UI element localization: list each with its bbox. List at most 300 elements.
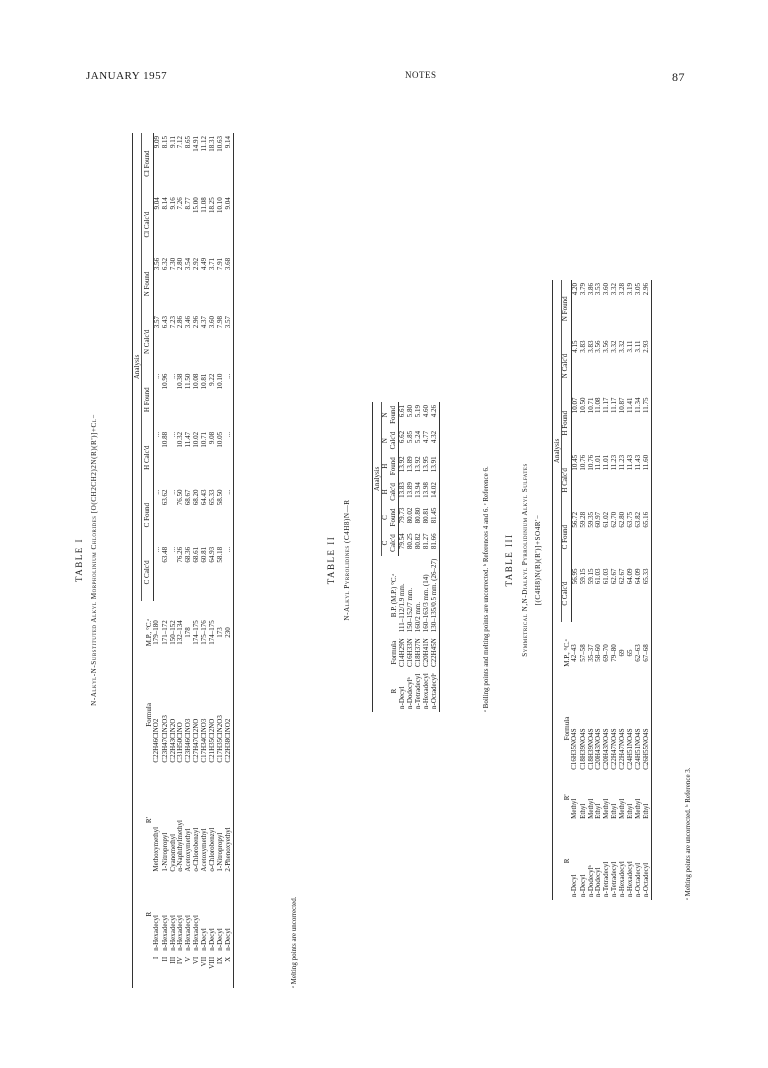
t2-col-n-calc: N Calc'd [382,428,399,454]
table-cell: 59.15 [586,568,595,585]
t2-col-formula: Formula [373,635,399,670]
table-cell: 18.31 [208,136,217,152]
table-cell: C22H47NO4S [618,728,627,770]
table-cell: 3.32 [618,340,627,353]
table-cell: 10.63 [215,136,224,152]
table-cell: 3.19 [626,283,635,296]
table-cell: ... [168,373,177,379]
table-cell: 9.14 [225,133,233,194]
t3-col-c-found: C Found [562,509,571,566]
table-cell: ... [168,489,177,495]
table-cell: 150–152/7 mm. [405,587,414,633]
table-cell: 3.46 [184,316,193,329]
table-row [643,280,651,900]
table-cell: 8.65 [184,136,193,149]
table-cell: n-Tetradecyl [413,673,422,709]
t1-col-analysis: Analysis [133,133,142,601]
table-cell: 3.71 [208,257,217,271]
table-cell: Ethyl [578,803,587,819]
table-cell: 65 [626,649,635,657]
table-cell: Acetoxymethyl [184,828,193,872]
table-cell: Ethyl [610,803,619,819]
table-cell: n-Decyl [215,928,224,951]
table-cell: 68.36 [184,546,193,563]
table-cell: n-Hexadecyl [168,915,177,951]
table-cell: C21H35Cl2NO [208,718,217,763]
table-cell: 63.62 [160,489,169,506]
table-cell: n-Hexadecyl [626,861,635,897]
table1-footnote: ᵃ Melting points are uncorrected. [290,896,298,988]
table-cell: ... [152,489,161,495]
t3-col-c-calc: C Calc'd [562,566,571,622]
table-cell: 64.43 [200,489,209,506]
table-cell: 11.43 [626,454,635,471]
table-cell: o-Chlorobenzyl [208,827,217,872]
table-cell: 59.28 [578,511,587,528]
table-cell: 10.71 [200,431,209,448]
table1-body [153,133,233,988]
table-cell: 4.77 [421,430,430,444]
table-cell: 65.16 [643,509,651,566]
table-cell: 6.32 [160,257,169,271]
table-cell: 68.61 [192,546,201,563]
table-cell: 79.73 [398,507,407,524]
table-cell: 18.25 [208,197,217,214]
t2-col-c-calc: C Calc'd [382,530,399,555]
table-cell: 7.12 [176,136,185,149]
table-cell: 3.60 [208,316,217,329]
table-cell: ... [152,373,161,379]
table-cell: ... [225,486,233,543]
table-cell: 11.43 [633,454,642,471]
table-cell: 174–175 [192,620,201,645]
table-cell: 13.95 [421,456,430,473]
table-cell: n-Dodecylᵇ [586,865,595,897]
table-cell: 4.20 [570,283,579,296]
table-cell: Ethyl [594,803,603,819]
table-cell: 4.32 [431,428,439,454]
table-cell: n-Decyl [225,875,233,954]
table-cell: 80.02 [405,507,414,524]
table-cell: 10.88 [160,431,169,448]
table-cell: 81.27 [421,533,430,550]
table-cell: IX [215,956,224,965]
table-cell: 80.82 [413,533,422,550]
table-cell: n-Hexadecyl [152,915,161,951]
table-cell: 10.71 [586,397,595,414]
table-cell: 174–175 [208,620,217,645]
table-cell: 3.54 [184,257,193,271]
table-cell: 63.82 [633,511,642,528]
table-cell: 5.24 [413,430,422,444]
table-cell: 10.08 [192,373,201,390]
t3-col-h-found: H Found [562,394,571,451]
table-cell: 3.57 [152,316,161,329]
table-cell: 4.60 [421,405,430,418]
table-cell: 9.04 [225,194,233,255]
t1-col-mp: M.P., °C.ᵃ [133,601,154,664]
table-cell: 111–112/1.9 mm. [397,583,406,633]
t1-col-r: R [133,875,154,954]
table-cell: 11.23 [610,454,619,471]
table-cell: 65.33 [643,566,651,622]
table-cell: C22H38ClNO2 [225,664,233,765]
table-cell: 79–80 [610,644,619,662]
table3-footnote: ᵃ Melting points are uncorrected. ᵇ Reference 3. [684,767,692,900]
table-cell: X [225,954,233,988]
table-cell: 11.34 [633,397,642,413]
table-row [225,133,233,988]
table-cell: n-Dodecylᵇ [405,677,414,709]
table-cell: 11.23 [618,454,627,471]
table-cell: ... [225,544,233,601]
table1-title: N-Alkyl-N-Substituted Alkyl Morpholinium Chlorides [O(CH2CH2)2N(R)(R')]+Cl− [90,414,98,706]
t3-col-n-found: N Found [562,280,571,338]
table-cell: 7.91 [215,257,224,271]
table-cell: 10.76 [578,454,587,471]
table-cell: 8.77 [184,197,193,210]
table3-label: TABLE III [504,533,514,587]
table-cell: 7.98 [215,316,224,329]
table-cell: 62.67 [618,568,627,585]
table-cell: IV [176,956,185,965]
table-cell: 58.50 [215,489,224,506]
t3-col-h-calc: H Calc'd [562,452,571,509]
table-cell: n-Tetradecyl [602,861,611,897]
table-cell: 179–180 [152,620,161,645]
t1-col-n-calc: N Calc'd [144,313,153,371]
table-cell: 10.81 [200,373,209,390]
table-cell: 10.45 [570,454,579,471]
table-cell: 14.02 [431,479,439,505]
table-cell: 6.43 [160,316,169,329]
table-cell: 9.16 [168,197,177,210]
table-cell: 10.07 [570,397,579,414]
table-cell: 10.05 [215,431,224,448]
t2-col-h-found: H Found [382,453,399,479]
table-cell: C20H43NO4S [594,728,603,770]
table-cell: 10.10 [215,373,224,390]
table-cell: 3.53 [594,283,603,296]
table-cell: 69–70 [602,644,611,662]
table-cell: 230 [225,601,233,664]
table-cell: 10.76 [586,454,595,471]
table-cell: 11.50 [184,373,193,390]
table-cell: 1-Nitropropyl [160,832,169,872]
table-cell: C31H50ClNO [176,722,185,763]
table-cell: 13.89 [405,456,414,473]
table-cell: 4.26 [431,402,439,428]
t1-col-c-found: C Found [144,486,153,543]
table2-title: N-Alkyl Pyrrolidines (C4H8)N—R [343,499,351,621]
table-cell: 3.83 [578,340,587,353]
table-cell: 173 [215,627,224,638]
table-cell: o-Chlorobenzyl [192,827,201,872]
table-cell: 65.33 [208,489,217,506]
table-cell: 10.32 [176,431,185,448]
table-cell: ... [168,431,177,438]
table-cell: 79.54 [398,533,407,550]
table-cell: 5.85 [405,430,414,444]
table-cell: n-Hexadecyl [160,915,169,951]
table3 [552,280,652,900]
table-cell: V [184,956,193,962]
t1-col-cl-found: Cl Found [144,133,153,194]
table-cell: Methyl [586,798,595,819]
table-cell: 81.45 [431,505,439,531]
table-cell: 13.89 [405,482,414,498]
table-cell: 3.32 [610,340,619,353]
table-cell: 81.66 [431,530,439,555]
t1-col-rp: R' [133,766,154,875]
table-cell: C16H33N [405,638,414,667]
table-cell: C27H47Cl2NO [192,718,201,763]
t1-col-c-calc: C Calc'd [144,544,153,601]
table-cell: 3.56 [594,340,603,353]
table-cell: 58–60 [594,644,603,662]
table-cell: n-Octadecyl [643,822,651,900]
table-cell: 11.75 [643,394,651,451]
t3-col-rp: R' [553,773,572,822]
table-cell: 13.94 [413,482,422,498]
table-cell: 5.19 [413,405,422,418]
table-cell: ... [152,431,161,438]
table-cell: C18H39NO4S [578,728,587,770]
table-cell: 13.92 [398,456,407,473]
table-cell: C14H29N [397,638,406,667]
t1-col-h-found: H Found [144,371,153,429]
table-cell: n-Hexadecyl [618,861,627,897]
table-cell: 132–134 [176,620,185,645]
table-cell: III [168,956,177,964]
table-cell: 7.26 [176,197,185,210]
table-cell: 64.93 [208,546,217,563]
table-cell: 3.28 [618,283,627,296]
t3-col-n-calc: N Calc'd [562,338,571,395]
table-cell: 13.91 [431,453,439,479]
table-cell: 64.09 [633,568,642,585]
table-cell: 2-Phenoxyethyl [225,766,233,875]
table-cell: C26H55NO4S [643,684,651,772]
table-cell: 4.49 [200,257,209,271]
table-cell: n-Octadecyl [633,862,642,897]
table-cell: ... [225,371,233,429]
table-cell: 9.11 [168,136,177,148]
table-cell: I [152,956,161,960]
table-cell: C17H35ClN2O3 [215,715,224,763]
table-cell: n-Hexadecyl [421,673,430,709]
table-cell: 6.61 [398,405,407,418]
table-cell: 171–172 [160,620,169,645]
table-cell: 80.81 [421,507,430,524]
table-cell: 130–135/0.5 mm. (26–27) [431,556,439,636]
table-cell: 58.18 [215,546,224,563]
table-cell: 13.92 [413,456,422,473]
table-cell: 2.96 [192,316,201,329]
t3-col-r: R [553,822,572,900]
table-cell: 11.47 [184,431,193,448]
table-cell: n-Hexadecyl [184,915,193,951]
table-cell: 59.35 [586,511,595,528]
table-cell: 3.86 [586,283,595,296]
table-cell: 10.50 [578,397,587,414]
table-cell: 3.68 [225,255,233,313]
table-cell: 11.17 [610,397,619,413]
table3-body [571,280,651,900]
table-cell: Methyl [618,798,627,819]
table-cell: 64.09 [626,568,635,585]
table1-label: TABLE I [74,537,84,583]
table-cell: 11.08 [200,197,209,213]
table2-footnote: ᵃ Boiling points and melting points are uncorrected. ᵇ References 4 and 6. ᶜ Reference 6. [482,466,490,712]
table-cell: 56.72 [570,511,579,528]
table-cell: 2.92 [192,257,201,271]
table-cell: Ethyl [643,773,651,822]
table-cell: 2.93 [643,338,651,395]
table-cell: 68.20 [192,489,201,506]
table-cell: C23H47ClN2O3 [160,715,169,763]
table-cell: C23H46ClNO3 [184,718,193,763]
table-cell: n-Tetradecyl [610,861,619,897]
table-cell: 61.03 [594,568,603,585]
table-cell: 3.32 [610,283,619,296]
table-cell: 14.91 [192,136,201,152]
t1-col-num [133,954,154,988]
table-cell: n-Decyl [208,928,217,951]
t2-col-n-found: N Found [382,402,399,428]
table-cell: 1-Nitropropyl [215,832,224,872]
table-cell: C20H43NO4S [602,728,611,770]
table-cell: 62.70 [610,511,619,528]
table-cell: 11.12 [200,136,209,152]
table-cell: 63.75 [626,511,635,528]
table-cell: Methyl [602,798,611,819]
table2-body [399,402,440,712]
table2-label: TABLE II [326,535,336,585]
table-cell: 3.83 [586,340,595,353]
table3-title-line2: [(C4H8)N(R)(R')]+SO4R'− [534,514,542,606]
table-cell: 76.50 [176,489,185,506]
table-cell: n-Decyl [200,928,209,951]
table-cell: 61.03 [602,568,611,585]
table-cell: 9.08 [208,431,217,445]
table-cell: n-Hexadecyl [176,915,185,951]
t2-col-analysis: Analysis [373,402,382,556]
table3-title-line1: Symmetrical N,N-Dialkyl Pyrrolidinium Alkyl Sulfates [521,463,529,657]
table-cell: C24H51NO4S [633,728,642,770]
table-cell: 3.56 [602,340,611,353]
table-cell: 68.67 [184,489,193,506]
table-cell: 11.41 [626,397,635,413]
table-cell: 8.14 [160,197,169,210]
table-cell: 2.80 [176,257,185,271]
t1-col-n-found: N Found [144,255,153,313]
table-cell: 67–68 [643,622,651,685]
table-cell: 8.15 [160,136,169,149]
table-cell: n-Octadecylᶜ [431,670,439,712]
table-cell: Acetoxymethyl [200,828,209,872]
table-cell: 62–63 [633,644,642,662]
table-cell: 11.17 [602,397,611,413]
t3-col-mp: M.P., °C.ᵃ [553,622,572,685]
table-cell: 76.26 [176,546,185,563]
table-cell: 10.87 [618,397,627,414]
table-cell: 9.09 [152,136,161,149]
table-cell: C24H51NO4S [626,728,635,770]
table-cell: 175–176 [200,620,209,645]
table-cell: 10.96 [160,373,169,390]
table-cell: 160/2 mm. [413,601,422,633]
table-cell: 10.02 [192,431,201,448]
t1-col-cl-calc: Cl Calc'd [144,194,153,255]
table-cell: 9.04 [152,197,161,210]
table-cell: 3.60 [602,283,611,296]
t2-col-c-found: C Found [382,505,399,531]
table-cell: 3.11 [626,340,635,353]
table-cell: 15.00 [192,197,201,214]
table-cell: Cyanomethyl [168,833,177,872]
t2-col-bp: B.P. (M.P.) °C.ᵃ [373,556,399,636]
table-cell: 160–163/3 mm. (14) [421,574,430,633]
table-cell: VIII [208,956,217,969]
running-header-section: NOTES [405,70,437,80]
table-cell: 3.56 [152,257,161,271]
table-cell: 13.98 [421,482,430,498]
table-cell: Methoxymethyl [152,826,161,872]
table-cell: 2.86 [176,316,185,329]
table-cell: ... [152,546,161,553]
table-cell: 80.25 [405,533,414,550]
table-cell: 11.01 [602,454,611,471]
table-cell: 178 [184,627,193,638]
table2 [372,402,440,712]
table-cell: 57–58 [578,644,587,662]
table-cell: n-Dodecyl [594,867,603,897]
table-cell: 59.15 [578,568,587,585]
table-cell: ... [168,546,177,553]
table-cell: 3.79 [578,283,587,296]
table-cell: C16H35NO4S [570,728,579,770]
running-header-date: JANUARY 1957 [86,70,168,82]
table-cell: 69 [618,649,627,657]
table-cell: 10.38 [176,373,185,390]
table-cell: 2.96 [643,280,651,338]
table-cell: 61.02 [602,511,611,528]
table-cell: C20H41N [421,638,430,667]
page-number: 87 [672,70,685,84]
table-cell: VII [200,956,209,967]
table-cell: n-Decyl [397,686,406,709]
table-cell: 56.95 [570,568,579,585]
table-cell: C17H34ClNO3 [200,718,209,763]
table-cell: 3.57 [225,313,233,371]
table-cell: C18H39NO4S [586,728,595,770]
table-cell: n-Hexadecyl [192,915,201,951]
table-cell: Methyl [633,798,642,819]
table-cell: C22H43ClN2O [168,718,177,763]
table-cell: 11.08 [594,397,603,413]
table-cell: Methyl [570,798,579,819]
table-cell: ... [225,429,233,487]
table-cell: 62.67 [610,568,619,585]
table-cell: 13.83 [398,482,407,498]
table-cell: Ethyl [626,803,635,819]
table-cell: C22H46ClNO2 [152,718,161,763]
t2-col-r: R [373,670,399,712]
table-cell: 60.81 [200,546,209,563]
table-cell: VI [192,956,201,965]
table-cell: α-Naphthylmethyl [176,820,185,872]
